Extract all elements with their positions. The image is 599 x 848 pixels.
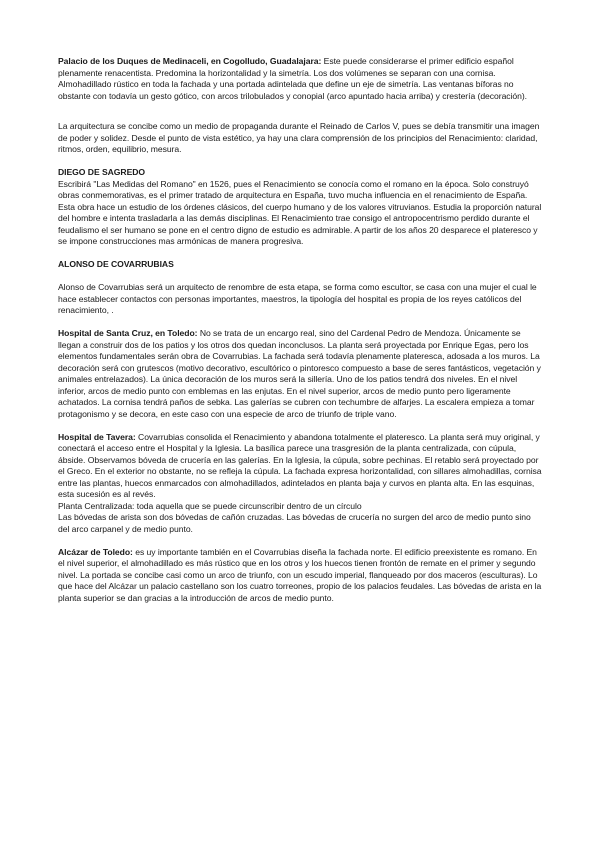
spacer	[58, 420, 542, 432]
spacer	[58, 156, 542, 168]
paragraph-text: No se trata de un encargo real, sino del Cardenal Pedro de Mendoza. Únicamente se llegan a construir dos de los patios y los otros dos quedan inconclusos. La planta será proyectada por Enrique Egas, pero los elementos fundamentales serán obra de Covarrubias. La fachada será todavía plenamente plateresca, adosada a los muros. La decoración será con grutescos (motivo decorativo, escultórico o pintoresco compuesto a base de seres fantásticos, vegetación y animales entrelazados). La única decoración de los muros será la sillería. Uno de los patios tendrá dos niveles. En el nivel inferior, arcos de medio punto con emblemas en las enjutas. En el nivel superior, arcos de medio punto pero ligeramente achatados. La cornisa tendrá paños de sebka. Las galerías se cubren con techumbre de alfarjes. La escalera empieza a tomar protagonismo y se decora, en este caso con una especie de arco de triunfo de triple vano.	[58, 328, 541, 419]
heading-diego-de-sagredo: DIEGO DE SAGREDO	[58, 167, 146, 177]
spacer	[58, 271, 542, 283]
paragraph-lead: Palacio de los Duques de Medinaceli, en Cogolludo, Guadalajara:	[58, 56, 322, 66]
paragraph-palacio-medinaceli	[58, 56, 542, 102]
paragraph-sagredo: Escribirá "Las Medidas del Romano" en 1526, pues el Renacimiento se conocía como el romano en la época. Solo construyó obras conmemorativas, es el primer tratado de arquitectura en España, tuvo mucha influencia en el renacimiento de España. Esta obra hace un estudio de los órdenes clásicos, del cuerpo humano y de los valores vitruvianos. Estudia la proporción natural del hombre e intenta trasladarla a las demás disciplinas. El Renacimiento trae consigo el antropocentrismo perdido durante el feudalismo el ser humano se pone en el centro digno de estudio es admirable. A partir de los años 20 desparece el plateresco y se impone construcciones mas armónicas de manera progresiva.	[58, 178, 542, 246]
paragraph-hospital-santa-cruz	[58, 328, 542, 420]
heading-alonso-de-covarrubias: ALONSO DE COVARRUBIAS	[58, 259, 174, 269]
paragraph-lead: Alcázar de Toledo:	[58, 546, 133, 557]
paragraph-text: Este puede considerarse el primer edificio español plenamente renacentista. Predomina la horizontalidad y la simetría. Los dos volúmenes se separan con una cornisa. Almohadillado rústico en toda la fachada y una portada adintelada que define un eje de simetría. Las ventanas bíforas no obstante con todavía un gesto gótico, con arcos trilobulados y conopial (arco apuntado hacia arriba) y crestería (decoración).	[58, 56, 528, 101]
paragraph-lead: Hospital de Tavera:	[58, 431, 136, 442]
spacer	[58, 102, 542, 121]
paragraph-covarrubias: Alonso de Covarrubias será un arquitecto de renombre de esta etapa, se forma como escultor, se casa con una mujer el cual le hace establecer contactos con personas importantes, maestros, la tipología del hospital es propia de los reyes católicos del renacimiento, .	[58, 282, 537, 315]
paragraph-alcazar-toledo	[58, 547, 542, 605]
spacer	[58, 317, 542, 329]
paragraph-text: es uy importante también en el Covarrubias diseña la fachada norte. El edificio preexistente es romano. En el nivel superior, el almohadillado es más rústico que en los otros y los huecos tienen frontón de remate en el primer y segundo nivel. La portada se concibe casi como un arco de triunfo, con un escudo imperial, flanqueado por dos maceros (esculturas). Lo que hace del Alcázar un palacio castellano son los cuatro torreones, propio de los palacios feudales. Las bóvedas de arista en la planta superior se dan gracias a la introducción de arcos de medio punto.	[58, 546, 542, 603]
document-page	[58, 56, 542, 604]
paragraph-bovedas: Las bóvedas de arista son dos bóvedas de cañón cruzadas. Las bóvedas de crucería no surgen del arco de medio punto sino del arco carpanel y de medio punto.	[58, 512, 531, 534]
paragraph-propaganda: La arquitectura se concibe como un medio de propaganda durante el Reinado de Carlos V, pues se debía transmitir una imagen de poder y solidez. Desde el punto de vista estético, ya hay una clara comprensión de los principios del Renacimiento: claridad, ritmos, orden, equilibrio, mesura.	[58, 121, 540, 154]
spacer	[58, 248, 542, 260]
paragraph-text: Covarrubias consolida el Renacimiento y abandona totalmente el plateresco. La planta será muy original, y conectará el acceso entre el Hospital y la Iglesia. La basílica parece una trasgresión de la planta centralizada, con cúpula, ábside. Observamos bóveda de crucería en las galerías. En la Iglesia, la cúpula, sobre pechinas. El retablo será proyectado por el Greco. En el exterior no obstante, no se refleja la cúpula. La fachada expresa horizontalidad, con sillares almohadillas, cornisa entre las plantas, huecos enmarcados con almohadillados, adintelados en planta baja y curvos en planta alta. En las esquinas, esta sucesión es al revés.	[58, 431, 542, 499]
spacer	[58, 535, 542, 547]
paragraph-lead: Hospital de Santa Cruz, en Toledo:	[58, 328, 198, 338]
paragraph-hospital-tavera	[58, 432, 542, 501]
paragraph-planta-centralizada: Planta Centralizada: toda aquella que se puede circunscribir dentro de un círculo	[58, 500, 362, 511]
